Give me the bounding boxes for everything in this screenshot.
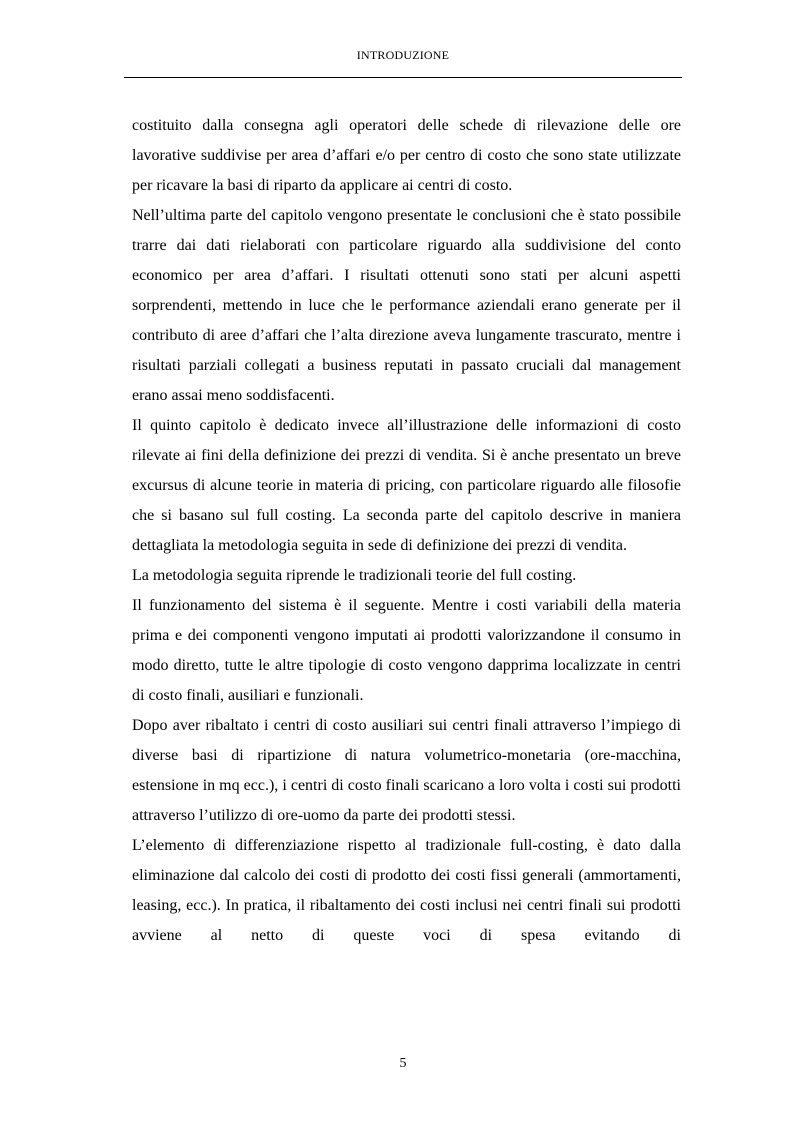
page-number: 5 bbox=[399, 1056, 407, 1071]
paragraph-5: Il funzionamento del sistema è il seguente. Mentre i costi variabili della materia prima e dei componenti vengono imputati ai prodotti valorizzandone il consumo in modo diretto, tutte le altre tipologie di costo vengono dapprima localizzate in centri di costo finali, ausiliari e funzionali. bbox=[132, 597, 681, 704]
paragraph-4: La metodologia seguita riprende le tradizionali teorie del full costing. bbox=[132, 567, 577, 584]
running-header-title: INTRODUZIONE bbox=[356, 48, 450, 62]
paragraph-2: Nell’ultima parte del capitolo vengono presentate le conclusioni che è stato possibile trarre dai dati rielaborati con particolare riguardo alla suddivisione del conto economico per area d’affari. I risultati ottenuti sono stati per alcuni aspetti sorprendenti, mettendo in luce che le performance aziendali erano generate per il contributo di aree d’affari che l’alta direzione aveva lungamente trascurato, mentre i risultati parziali collegati a business reputati in passato cruciali dal management erano assai meno soddisfacenti. bbox=[132, 207, 681, 404]
paragraph-1: costituito dalla consegna agli operatori delle schede di rilevazione delle ore lavorative suddivise per area d’affari e/o per centro di costo che sono state utilizzate per ricavare la basi di riparto da applicare ai centri di costo. bbox=[132, 117, 681, 194]
body-text bbox=[132, 111, 681, 951]
paragraph-7: L’elemento di differenziazione rispetto al tradizionale full-costing, è dato dalla eliminazione dal calcolo dei costi di prodotto dei costi fissi generali (ammortamenti, leasing, ecc.). In pratica, il ribaltamento dei costi inclusi nei centri finali sui prodotti avviene al netto di queste voci di spesa evitando di bbox=[132, 837, 681, 944]
paragraph-6: Dopo aver ribaltato i centri di costo ausiliari sui centri finali attraverso l’impiego di diverse basi di ripartizione di natura volumetrico-monetaria (ore-macchina, estensione in mq ecc.), i centri di costo finali scaricano a loro volta i costi sui prodotti attraverso l’utilizzo di ore-uomo da parte dei prodotti stessi. bbox=[132, 717, 681, 824]
paragraph-3: Il quinto capitolo è dedicato invece all’illustrazione delle informazioni di costo rilevate ai fini della definizione dei prezzi di vendita. Si è anche presentato un breve excursus di alcune teorie in materia di pricing, con particolare riguardo alle filosofie che si basano sul full costing. La seconda parte del capitolo descrive in maniera dettagliata la metodologia seguita in sede di definizione dei prezzi di vendita. bbox=[132, 417, 681, 554]
header-rule bbox=[124, 77, 682, 78]
